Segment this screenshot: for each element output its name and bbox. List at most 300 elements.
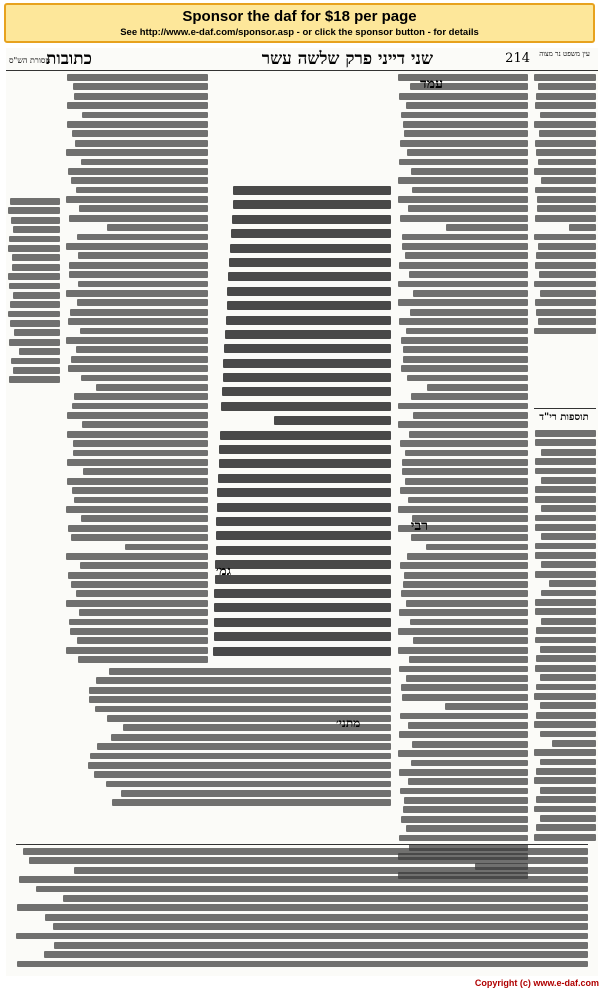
text-line — [107, 224, 208, 231]
sponsor-button[interactable] — [4, 3, 595, 43]
text-line — [400, 788, 528, 795]
text-line — [77, 637, 208, 644]
text-line — [445, 703, 528, 710]
text-line — [71, 177, 208, 184]
text-line — [121, 790, 391, 797]
text-line — [69, 271, 208, 278]
text-line — [12, 264, 60, 271]
text-line — [66, 290, 208, 297]
bottom-divider — [16, 844, 588, 845]
text-line — [13, 292, 60, 299]
text-line — [79, 205, 208, 212]
text-line — [11, 217, 60, 224]
text-line — [106, 781, 391, 788]
text-line — [73, 440, 208, 447]
text-line — [219, 445, 391, 454]
text-line — [446, 224, 528, 231]
text-line — [29, 857, 588, 864]
text-line — [534, 693, 596, 700]
text-line — [413, 290, 528, 297]
text-line — [403, 121, 528, 128]
text-line — [536, 768, 596, 775]
text-line — [409, 656, 528, 663]
text-line — [90, 753, 391, 760]
tosafot-rid-column — [534, 430, 596, 850]
text-line — [552, 740, 596, 747]
text-line — [405, 252, 528, 259]
text-line — [541, 505, 596, 512]
text-line — [9, 339, 60, 346]
text-line — [233, 186, 391, 195]
text-line — [8, 273, 60, 280]
text-line — [400, 487, 528, 494]
text-line — [10, 301, 60, 308]
talmud-page — [6, 48, 598, 976]
text-line — [406, 600, 528, 607]
text-line — [82, 112, 208, 119]
text-line — [221, 402, 391, 411]
text-line — [68, 525, 208, 532]
text-line — [411, 393, 528, 400]
text-line — [534, 74, 596, 81]
text-line — [215, 560, 391, 569]
text-line — [401, 590, 528, 597]
text-line — [11, 358, 60, 365]
text-line — [218, 474, 391, 483]
text-line — [23, 848, 588, 855]
text-line — [227, 301, 391, 310]
text-line — [19, 876, 588, 883]
page-header — [6, 48, 598, 71]
text-line — [70, 628, 208, 635]
text-line — [535, 552, 596, 559]
text-line — [223, 359, 391, 368]
text-line — [45, 914, 589, 921]
text-line — [95, 706, 391, 713]
text-line — [399, 318, 528, 325]
text-line — [8, 311, 60, 318]
text-line — [89, 687, 391, 694]
text-line — [75, 140, 208, 147]
text-line — [398, 299, 528, 306]
text-line — [67, 431, 208, 438]
rashi-marker: רבי — [410, 518, 428, 534]
text-line — [536, 627, 596, 634]
text-line — [88, 762, 391, 769]
text-line — [536, 712, 596, 719]
text-line — [398, 403, 528, 410]
text-line — [96, 384, 208, 391]
text-line — [534, 121, 596, 128]
text-line — [535, 140, 596, 147]
text-line — [402, 694, 528, 701]
text-line — [71, 534, 208, 541]
text-line — [81, 375, 208, 382]
text-line — [83, 468, 208, 475]
text-line — [69, 215, 208, 222]
text-line — [541, 177, 596, 184]
text-line — [540, 787, 596, 794]
text-line — [71, 581, 209, 588]
text-line — [222, 387, 391, 396]
gemara-continuation — [88, 668, 391, 808]
text-line — [402, 243, 528, 250]
text-line — [534, 328, 596, 334]
text-line — [78, 281, 208, 288]
text-line — [96, 677, 391, 684]
text-line — [411, 168, 528, 175]
text-line — [219, 459, 391, 468]
text-line — [403, 806, 528, 813]
text-line — [535, 515, 596, 522]
text-line — [534, 749, 596, 756]
text-line — [408, 205, 528, 212]
text-line — [535, 102, 596, 109]
text-line — [399, 835, 528, 842]
mesoret-hashas-heading: מסורת הש"ס — [9, 56, 51, 65]
text-line — [403, 356, 528, 363]
text-line — [233, 200, 391, 209]
text-line — [9, 283, 60, 290]
text-line — [69, 619, 208, 626]
text-line — [535, 599, 596, 606]
text-line — [44, 951, 588, 958]
ein-mishpat-heading: עין משפט נר מצוה — [539, 50, 590, 58]
text-line — [402, 459, 528, 466]
text-line — [8, 207, 60, 214]
text-line — [76, 187, 208, 194]
page-number: 214 — [505, 51, 530, 66]
text-line — [540, 759, 596, 766]
text-line — [67, 121, 208, 128]
text-line — [538, 159, 596, 166]
text-line — [534, 234, 596, 241]
text-line — [66, 196, 208, 203]
text-line — [66, 553, 208, 560]
text-line — [54, 942, 588, 949]
text-line — [17, 904, 588, 911]
text-line — [535, 430, 596, 437]
gemara-marker: גמ׳ — [216, 564, 231, 579]
text-line — [73, 83, 208, 90]
text-line — [535, 571, 596, 578]
text-line — [72, 130, 208, 137]
text-line — [213, 647, 391, 656]
text-line — [535, 486, 596, 493]
text-line — [67, 412, 208, 419]
text-line — [535, 439, 596, 446]
text-line — [401, 365, 528, 372]
text-line — [407, 375, 528, 382]
text-line — [9, 236, 60, 243]
text-line — [403, 346, 528, 353]
text-line — [404, 797, 528, 804]
text-line — [79, 609, 208, 616]
text-line — [13, 226, 60, 233]
text-line — [535, 299, 596, 306]
text-line — [398, 177, 528, 184]
text-line — [399, 769, 528, 776]
text-line — [538, 318, 596, 325]
text-line — [217, 503, 391, 512]
text-line — [426, 544, 528, 551]
text-line — [534, 777, 596, 784]
text-line — [400, 140, 528, 147]
text-line — [89, 696, 391, 703]
text-line — [223, 373, 391, 382]
text-line — [400, 562, 528, 569]
text-line — [540, 290, 596, 297]
text-line — [68, 572, 208, 579]
text-line — [541, 590, 596, 597]
text-line — [412, 741, 528, 748]
tractate-title: כתובות — [46, 49, 92, 69]
text-line — [398, 750, 528, 757]
text-line — [536, 796, 596, 803]
text-line — [536, 252, 596, 259]
sponsor-subtitle[interactable]: See http://www.e-daf.com/sponsor.asp - or click the sponsor button - for details — [120, 27, 479, 38]
text-line — [403, 581, 528, 588]
text-line — [540, 674, 596, 681]
text-line — [216, 546, 391, 555]
text-line — [408, 497, 528, 504]
text-line — [540, 646, 596, 653]
text-line — [536, 93, 596, 100]
text-line — [540, 731, 596, 738]
text-line — [229, 258, 391, 267]
text-line — [399, 93, 528, 100]
text-line — [404, 130, 528, 137]
text-line — [534, 834, 596, 841]
text-line — [405, 478, 528, 485]
text-line — [400, 440, 528, 447]
text-line — [399, 666, 528, 673]
text-line — [402, 468, 528, 475]
text-line — [66, 506, 208, 513]
text-line — [66, 647, 208, 654]
text-line — [216, 531, 391, 540]
text-line — [398, 506, 528, 513]
text-line — [231, 229, 391, 238]
text-line — [67, 459, 208, 466]
text-line — [535, 215, 596, 222]
text-line — [19, 348, 60, 355]
text-line — [398, 74, 528, 81]
text-line — [216, 517, 391, 526]
text-line — [535, 458, 596, 465]
text-line — [274, 416, 391, 425]
text-line — [411, 534, 528, 541]
text-line — [541, 449, 596, 456]
text-line — [411, 760, 528, 767]
text-line — [77, 299, 208, 306]
text-line — [81, 159, 209, 166]
text-line — [537, 205, 596, 212]
text-line — [401, 816, 528, 823]
text-line — [10, 198, 60, 205]
text-line — [8, 245, 60, 252]
copyright-notice[interactable]: Copyright (c) www.e-daf.com — [474, 978, 599, 988]
text-line — [539, 130, 596, 137]
text-line — [74, 867, 588, 874]
text-line — [111, 734, 392, 741]
text-line — [536, 149, 596, 156]
text-line — [16, 933, 588, 940]
text-line — [401, 337, 528, 344]
text-line — [410, 619, 528, 626]
text-line — [413, 637, 528, 644]
text-line — [109, 668, 391, 675]
text-line — [97, 743, 391, 750]
text-line — [413, 412, 528, 419]
text-line — [125, 544, 209, 551]
text-line — [409, 431, 528, 438]
text-line — [68, 168, 208, 175]
text-line — [538, 243, 596, 250]
text-line — [549, 580, 596, 587]
text-line — [534, 721, 596, 728]
text-line — [226, 316, 391, 325]
text-line — [94, 771, 391, 778]
text-line — [80, 328, 208, 335]
text-line — [10, 320, 60, 327]
mesoret-hashas-column — [8, 198, 60, 698]
text-line — [407, 553, 528, 560]
text-line — [540, 815, 596, 822]
text-line — [214, 618, 391, 627]
text-line — [214, 603, 391, 612]
text-line — [74, 93, 208, 100]
text-line — [535, 543, 596, 550]
text-line — [73, 450, 208, 457]
text-line — [410, 309, 528, 316]
text-line — [406, 825, 528, 832]
text-line — [67, 478, 208, 485]
text-line — [214, 589, 391, 598]
text-line — [407, 149, 528, 156]
rashi-column — [398, 74, 528, 884]
text-line — [539, 271, 596, 278]
text-line — [17, 961, 588, 968]
text-line — [68, 365, 208, 372]
text-line — [214, 632, 391, 641]
bottom-commentary — [16, 848, 588, 974]
text-line — [12, 254, 60, 261]
text-line — [540, 112, 596, 119]
text-line — [541, 533, 596, 540]
text-line — [66, 243, 208, 250]
text-line — [536, 655, 596, 662]
tosafot-heading: תוספות רי"ד — [539, 412, 589, 423]
text-line — [399, 731, 529, 738]
text-line — [406, 675, 528, 682]
text-line — [399, 262, 528, 269]
text-line — [398, 421, 528, 428]
text-line — [406, 102, 528, 109]
text-line — [228, 272, 391, 281]
text-line — [400, 713, 528, 720]
text-line — [534, 168, 596, 175]
text-line — [402, 234, 528, 241]
text-line — [536, 824, 596, 831]
section-heading-amad: עמד — [420, 76, 443, 92]
text-line — [66, 600, 208, 607]
text-line — [398, 196, 528, 203]
text-line — [540, 702, 596, 709]
text-line — [69, 262, 208, 269]
text-line — [398, 281, 528, 288]
text-line — [76, 346, 208, 353]
text-line — [401, 112, 528, 119]
text-line — [67, 74, 208, 81]
text-line — [225, 330, 391, 339]
text-line — [535, 496, 596, 503]
text-line — [406, 328, 528, 335]
text-line — [537, 196, 596, 203]
text-line — [78, 252, 208, 259]
chapter-title: שני דייני פרק שלשה עשר — [261, 49, 433, 69]
text-line — [412, 187, 528, 194]
tosafot-divider — [534, 408, 596, 409]
text-line — [538, 83, 596, 90]
text-line — [36, 886, 588, 893]
text-line — [77, 234, 208, 241]
text-line — [217, 488, 391, 497]
text-line — [74, 393, 208, 400]
text-line — [535, 187, 596, 194]
text-line — [70, 309, 208, 316]
text-line — [400, 215, 528, 222]
text-line — [232, 215, 391, 224]
text-line — [535, 608, 596, 615]
text-line — [541, 561, 596, 568]
text-line — [76, 590, 208, 597]
text-line — [534, 806, 596, 813]
text-line — [404, 572, 528, 579]
text-line — [399, 159, 528, 166]
text-line — [535, 637, 596, 644]
tosafot-column — [66, 74, 208, 666]
text-line — [230, 244, 391, 253]
text-line — [13, 367, 60, 374]
text-line — [535, 665, 596, 672]
text-line — [398, 628, 528, 635]
text-line — [536, 684, 596, 691]
text-line — [215, 575, 391, 584]
text-line — [71, 356, 208, 363]
text-line — [401, 684, 528, 691]
text-line — [408, 722, 528, 729]
text-line — [541, 618, 596, 625]
text-line — [66, 337, 208, 344]
sponsor-banner — [0, 0, 603, 46]
text-line — [536, 309, 596, 316]
gemara-text — [213, 186, 391, 664]
text-line — [72, 403, 208, 410]
text-line — [569, 224, 596, 231]
text-line — [53, 923, 588, 930]
text-line — [398, 647, 528, 654]
text-line — [66, 149, 208, 156]
text-line — [68, 318, 208, 325]
text-line — [409, 271, 528, 278]
text-line — [541, 477, 596, 484]
text-line — [224, 344, 391, 353]
text-line — [63, 895, 588, 902]
text-line — [412, 515, 528, 522]
mishnah-marker: מתני׳ — [336, 716, 361, 730]
text-line — [220, 431, 391, 440]
